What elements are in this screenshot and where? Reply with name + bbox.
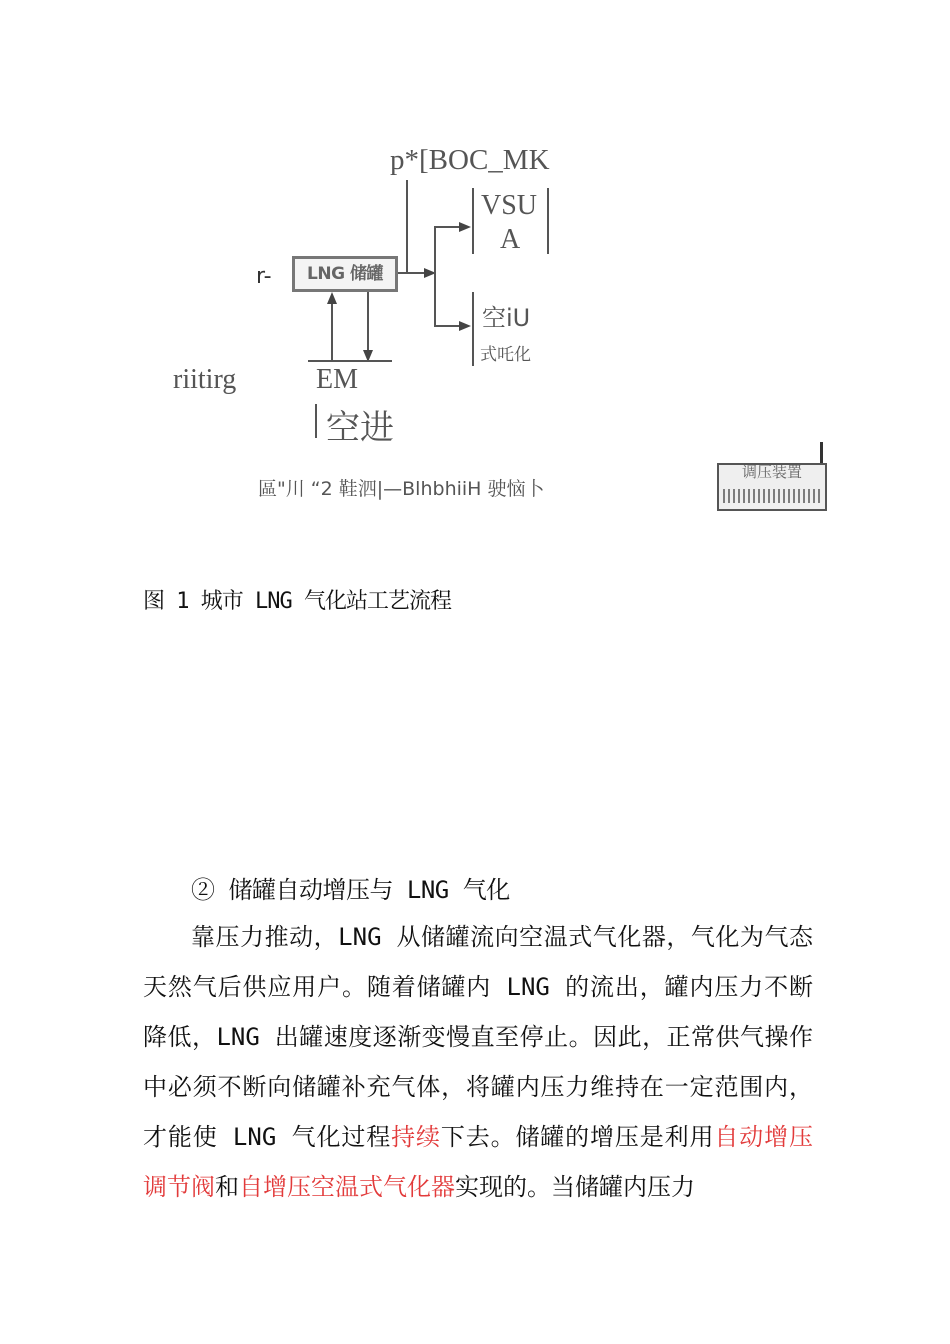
highlight-sustain: 持续 xyxy=(391,1123,441,1151)
regulator-label: 调压装置 xyxy=(741,463,802,481)
vaporizer-bracket xyxy=(472,292,474,366)
vsua-label-2: A xyxy=(500,224,521,255)
return-arrow xyxy=(327,292,337,304)
section-heading: ② 储罐自动增压与 LNG 气化 xyxy=(191,876,510,904)
regulator-box xyxy=(717,463,827,511)
loop-bottom xyxy=(308,360,392,362)
vsua-bracket-left xyxy=(472,188,474,254)
outlet-line xyxy=(398,272,426,274)
lng-tank-label: LNG 储罐 xyxy=(307,264,383,284)
air-in-bracket xyxy=(315,404,317,438)
air-label: 空iU xyxy=(482,304,531,332)
para-part-3: 和 xyxy=(215,1173,239,1201)
bottom-row-label: 區"川 “2 鞋泗|—BlhbhiiH 驶恼卜 xyxy=(258,478,545,500)
para-part-1: 靠压力推动，LNG 从储罐流向空温式气化器，气化为气态天然气后供应用户。随着储罐内 LNG 的流出，罐内压力不断降低，LNG 出罐速度逐渐变慢直至停止。因此，正常供气操作中必须不断向储罐补充气体，将罐内压力维持在一定范围内，才能使 LNG 气化过程 xyxy=(143,923,813,1151)
vaporizer-label: 式吒化 xyxy=(480,345,531,365)
top-label: p*[BOC_MK xyxy=(390,144,550,176)
para-part-4: 实现的。当储罐内压力 xyxy=(455,1173,695,1201)
left-label: riitirg xyxy=(173,364,237,395)
regulator-pattern xyxy=(723,489,821,503)
upper-branch-arrow xyxy=(459,222,471,232)
drain-line xyxy=(367,292,369,352)
body-paragraph xyxy=(143,912,813,1212)
paragraph-text xyxy=(143,912,813,1212)
em-label: EM xyxy=(316,364,358,395)
lower-branch xyxy=(434,325,462,327)
splitter-line xyxy=(434,226,436,326)
para-part-2: 下去。储罐的增压是利用 xyxy=(440,1123,715,1151)
left-mark: r- xyxy=(256,264,272,289)
vsua-label-1: VSU xyxy=(481,190,538,221)
vsua-bracket-right xyxy=(547,188,549,254)
feed-line xyxy=(406,180,408,272)
air-in-label: 空进 xyxy=(326,408,394,448)
lng-tank-box xyxy=(292,256,398,292)
highlight-auto-valve: 自动增压调节阀 xyxy=(143,1123,814,1201)
return-line xyxy=(331,302,333,360)
upper-branch xyxy=(434,226,462,228)
figure-caption: 图 1 城市 LNG 气化站工艺流程 xyxy=(143,589,451,614)
regulator-stub xyxy=(820,442,823,464)
lower-branch-arrow xyxy=(459,321,471,331)
highlight-self-vaporizer: 自增压空温式气化器 xyxy=(239,1173,455,1201)
